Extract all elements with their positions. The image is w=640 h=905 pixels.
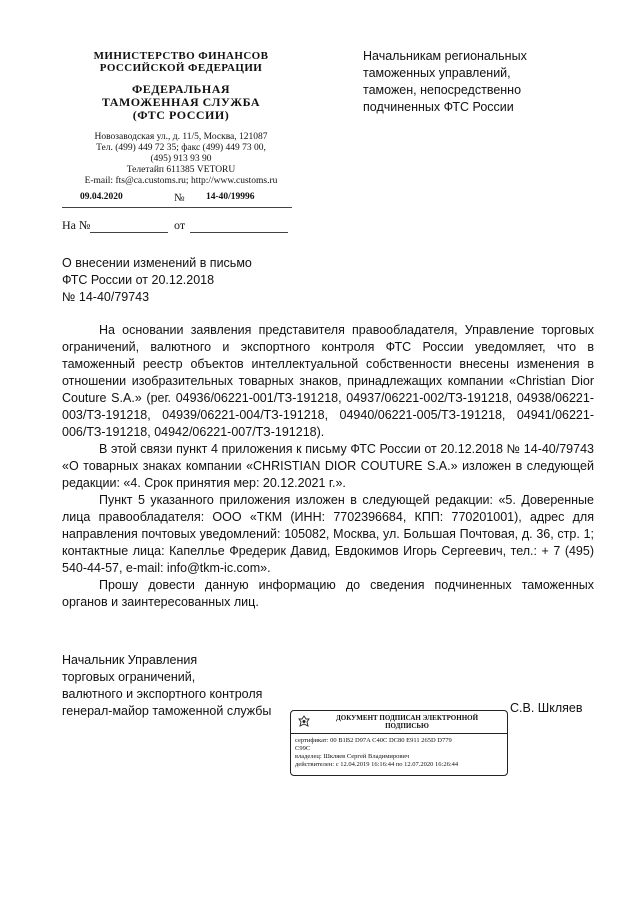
sender-contacts <box>56 132 306 187</box>
reference-label: На № <box>62 218 91 232</box>
ministry-name <box>56 50 306 74</box>
stamp-validity: действителен: с 12.04.2019 16:16:44 по 12.07.2020 16:26:44 <box>295 761 459 768</box>
reference-number-line <box>90 232 168 233</box>
addressee-line-2: таможенных управлений, <box>363 66 511 80</box>
registration-underline <box>62 207 292 208</box>
stamp-title-line-1: ДОКУМЕНТ ПОДПИСАН ЭЛЕКТРОННОЙ <box>335 714 479 722</box>
agency-line-2: ТАМОЖЕННАЯ СЛУЖБА <box>101 95 261 109</box>
addressee-line-1: Начальникам региональных <box>363 49 527 63</box>
ministry-line-2: РОССИЙСКОЙ ФЕДЕРАЦИИ <box>99 62 263 74</box>
sender-telex: Телетайп 611385 VETORU <box>126 165 236 175</box>
stamp-certificate: сертификат: 00 B1B2 D97A C40C DC80 E911 265D D779 <box>295 737 452 744</box>
reference-from-label: от <box>174 218 186 232</box>
body-paragraph: Прошу довести данную информацию до сведения подчиненных таможенных органов и заинтересованных лиц. <box>62 578 594 609</box>
ministry-line-1: МИНИСТЕРСТВО ФИНАНСОВ <box>93 50 269 62</box>
signer-name: С.В. Шкляев <box>510 701 583 715</box>
emblem-icon <box>297 715 311 729</box>
body-paragraph: На основании заявления представителя правообладателя, Управление торговых ограничений, валютного и экспортного контроля ФТС России уведомляет, что в таможенный реестр объектов интеллектуальной собственности внесены изменения в отношении изобразительных товарных знаков, принадлежащих компании «Christian Dior Couture S.A.» (рег. 04936/06221-001/ТЗ-191218, 04937/06221-002/ТЗ-191218, 04938/06221-003/ТЗ-191218, 04939/06221-004/ТЗ-191218, 04940/06221-005/ТЗ-191218, 04941/06221-006/ТЗ-191218, 04942/06221-007/ТЗ-191218). <box>62 323 594 439</box>
stamp-divider <box>291 733 507 734</box>
document-date: 09.04.2020 <box>80 192 123 202</box>
signature-line-2: торговых ограничений, <box>62 670 196 684</box>
sender-phone: Тел. (499) 449 72 35; факс (499) 449 73 00, <box>96 143 266 153</box>
sender-phone-2: (495) 913 93 90 <box>150 154 212 164</box>
sender-email: E-mail: fts@ca.customs.ru; http://www.customs.ru <box>84 176 278 186</box>
document-number-sign: № <box>174 192 185 204</box>
stamp-title-line-2: ПОДПИСЬЮ <box>385 722 429 730</box>
signature-line-3: валютного и экспортного контроля <box>62 687 263 701</box>
sender-address: Новозаводская ул., д. 11/5, Москва, 121087 <box>94 132 268 142</box>
electronic-signature-stamp <box>290 710 508 776</box>
subject-line-3: № 14-40/79743 <box>62 290 150 304</box>
subject-block <box>62 255 302 306</box>
addressee-line-4: подчиненных ФТС России <box>363 100 514 114</box>
letter-body <box>62 322 594 611</box>
stamp-owner: владелец: Шкляев Сергей Владимирович <box>295 753 410 760</box>
subject-line-1: О внесении изменений в письмо <box>62 256 252 270</box>
agency-name <box>56 83 306 122</box>
subject-line-2: ФТС России от 20.12.2018 <box>62 273 215 287</box>
signature-title <box>62 652 271 720</box>
agency-line-1: ФЕДЕРАЛЬНАЯ <box>131 82 231 96</box>
stamp-certificate-2: C99C <box>295 745 311 752</box>
agency-line-3: (ФТС РОССИИ) <box>132 108 230 122</box>
addressee-block <box>363 48 593 116</box>
addressee-line-3: таможен, непосредственно <box>363 83 522 97</box>
signature-line-1: Начальник Управления <box>62 653 198 667</box>
signature-line-4: генерал-майор таможенной службы <box>62 704 272 718</box>
body-paragraph: В этой связи пункт 4 приложения к письму ФТС России от 20.12.2018 № 14-40/79743 «О товарных знаках компании «CHRISTIAN DIOR COUTURE S.A.» изложен в следующей редакции: «4. Срок принятия мер: 20.12.2021 г.». <box>62 442 594 490</box>
stamp-title <box>295 714 503 730</box>
reference-date-line <box>190 232 288 233</box>
body-paragraph: Пункт 5 указанного приложения изложен в следующей редакции: «5. Доверенные лица правообладателя: ООО «ТКМ (ИНН: 7702396684, КПП: 770201001), адрес для направления почтовых уведомлений: 105082, Москва, ул. Большая Почтовая, д. 36, стр. 1; контактные лица: Капеллье Фредерик Давид, Евдокимов Игорь Сергеевич, тел.: + 7 (495) 540-44-57, e-mail: info@tkm-ic.com». <box>62 493 594 575</box>
document-number: 14-40/19996 <box>206 192 255 202</box>
sender-letterhead <box>56 50 306 187</box>
